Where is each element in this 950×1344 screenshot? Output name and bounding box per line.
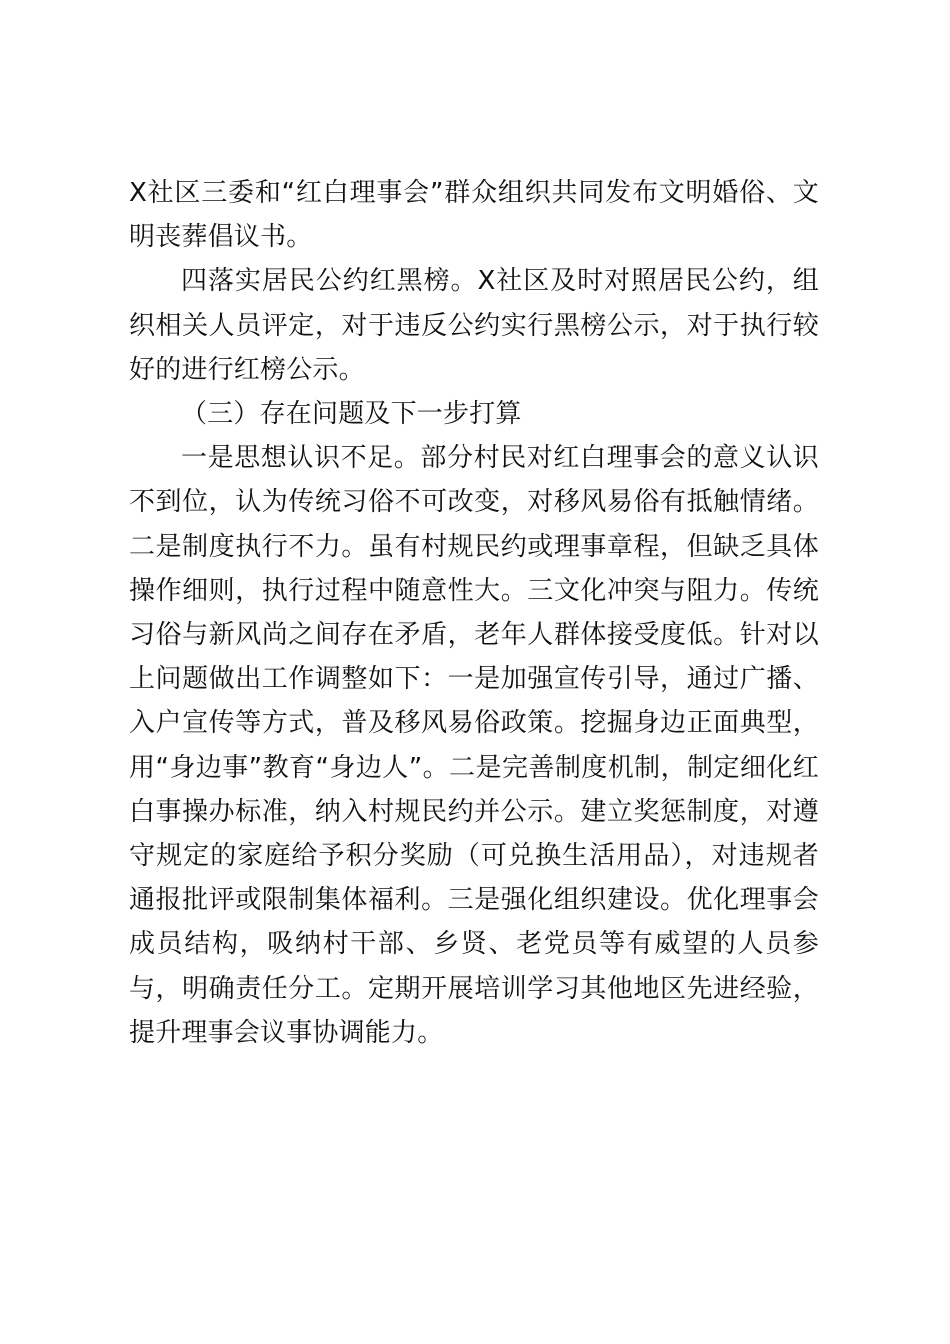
document-body [129,171,819,1055]
paragraph-red-black-list: 四落实居民公约红黑榜。X社区及时对照居民公约，组织相关人员评定，对于违反公约实行黑榜公示，对于执行较好的进行红榜公示。 [129,266,819,385]
paragraph-continuation: X社区三委和“红白理事会”群众组织共同发布文明婚俗、文明丧葬倡议书。 [129,178,819,253]
section-heading-problems: （三）存在问题及下一步打算 [181,399,522,430]
paragraph-problems-and-plans: 一是思想认识不足。部分村民对红白理事会的意义认识不到位，认为传统习俗不可改变，对移风易俗有抵触情绪。二是制度执行不力。虽有村规民约或理事章程，但缺乏具体操作细则，执行过程中随意性大。三文化冲突与阻力。传统习俗与新风尚之间存在矛盾，老年人群体接受度低。针对以上问题做出工作调整如下：一是加强宣传引导，通过广播、入户宣传等方式，普及移风易俗政策。挖掘身边正面典型，用“身边事”教育“身边人”。二是完善制度机制，制定细化红白事操办标准，纳入村规民约并公示。建立奖惩制度，对遵守规定的家庭给予积分奖励（可兑换生活用品），对违规者通报批评或限制集体福利。三是强化组织建设。优化理事会成员结构，吸纳村干部、乡贤、老党员等有威望的人员参与，明确责任分工。定期开展培训学习其他地区先进经验，提升理事会议事协调能力。 [129,443,819,1048]
